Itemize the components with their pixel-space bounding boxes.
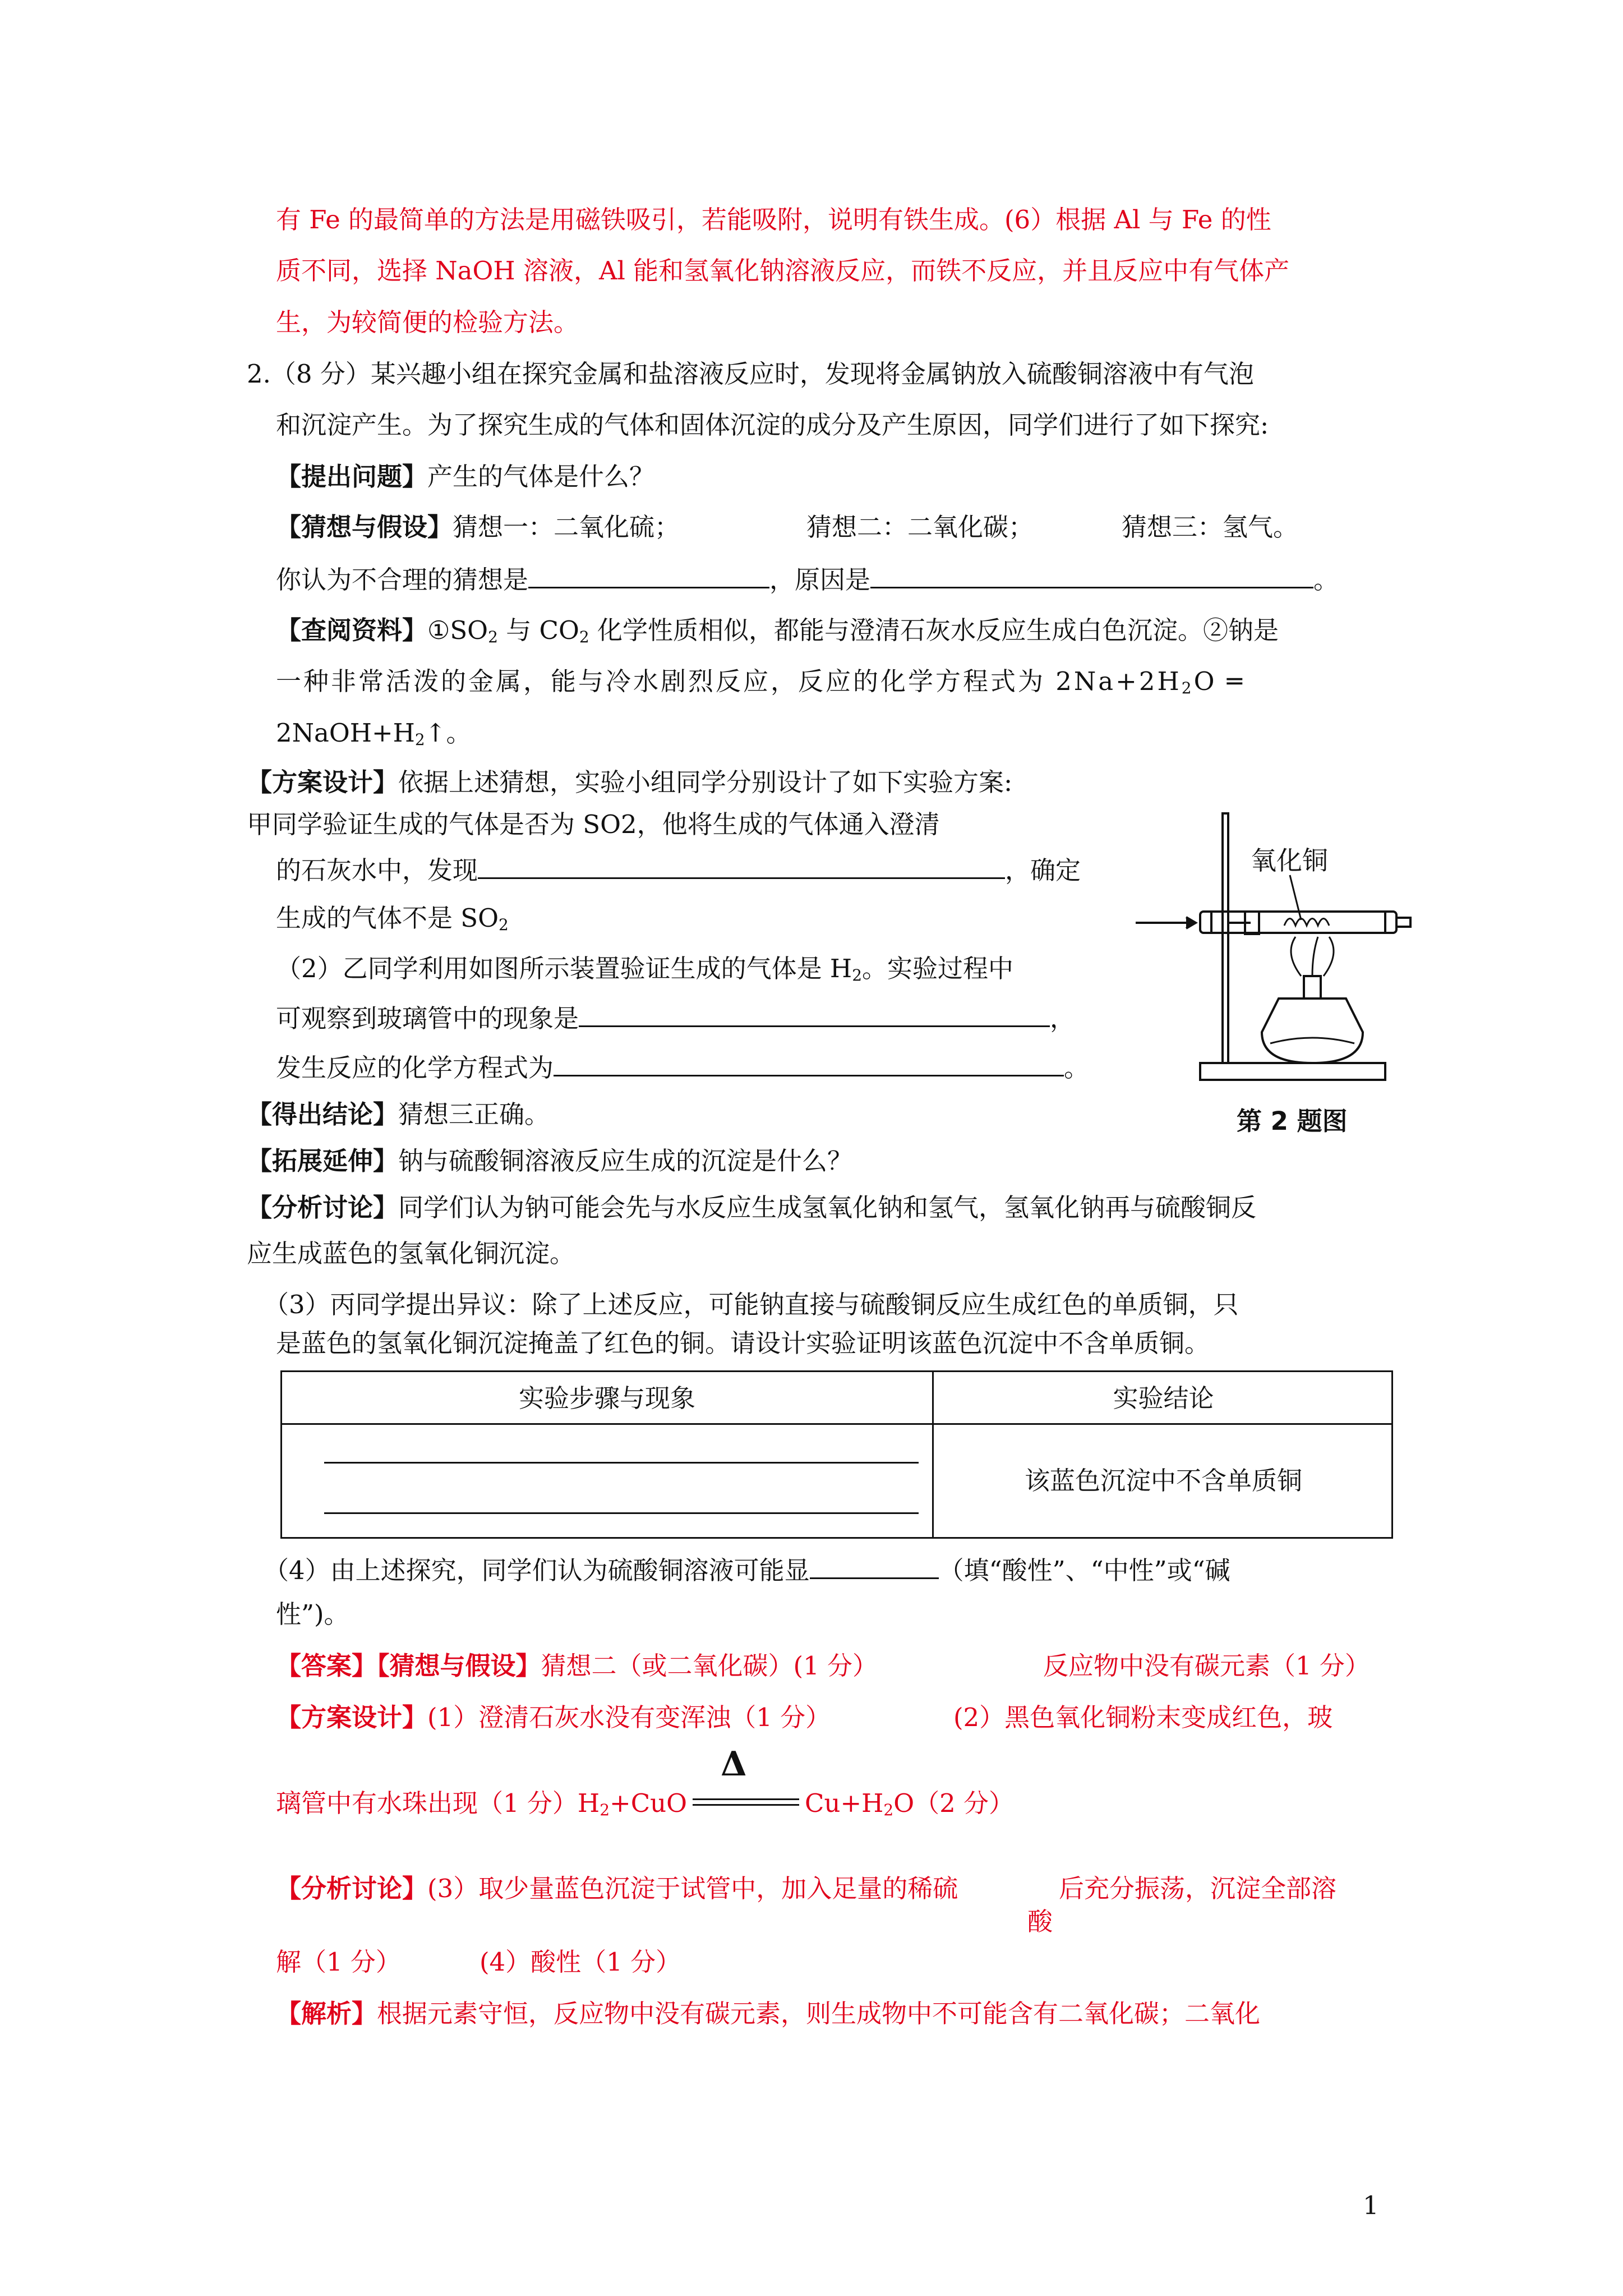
unreasonable-line: [276, 562, 1339, 597]
answer-text: 猜想二（或二氧化碳）(1 分）: [541, 1651, 878, 1681]
q4-text: （填“酸性”、“中性”或“碱: [938, 1556, 1230, 1585]
analysis-text: 根据元素守恒，反应物中没有碳元素，则生成物中不可能含有二氧化碳；二氧化: [377, 1999, 1261, 2028]
figure-caption: 第 2 题图: [1237, 1106, 1348, 1136]
plan-line: [247, 766, 1012, 799]
q4-line-1: [264, 1553, 1230, 1588]
answer-blank-phenomenon[interactable]: [579, 1001, 1050, 1027]
jia-text: 的石灰水中，发现: [276, 855, 478, 885]
conclusion-label: 【得出结论】: [247, 1099, 399, 1129]
answer-discussion-label: 【分析讨论】: [276, 1874, 428, 1903]
analysis-label: 【解析】: [276, 1999, 377, 2028]
conclusion-text: 猜想三正确。: [398, 1099, 550, 1129]
answer-blank-equation[interactable]: [554, 1050, 1064, 1076]
jia-line-3: [276, 901, 509, 935]
answer-line-2b: (2）黑色氧化铜粉末变成红色，玻: [953, 1703, 1333, 1732]
ref-text: 2NaOH+H: [276, 718, 415, 748]
subscript: 2: [414, 730, 425, 749]
discussion-line-1: [247, 1191, 1256, 1225]
subscript: 2: [1181, 679, 1194, 697]
jia-line-1: 甲同学验证生成的气体是否为 SO2，他将生成的气体通入澄清: [247, 809, 940, 839]
answer-text: 璃管中有水珠出现（1 分）H: [276, 1788, 600, 1818]
answer-label: 【答案】: [276, 1651, 377, 1681]
hypothesis-label: 【猜想与假设】: [276, 512, 453, 542]
discussion-line-2: 应生成蓝色的氢氧化铜沉淀。: [247, 1239, 575, 1268]
unreasonable-prompt: 你认为不合理的猜想是: [276, 565, 529, 595]
yi-text: 可观察到玻璃管中的现象是: [276, 1004, 579, 1033]
ask-text: 产生的气体是什么？: [427, 462, 655, 491]
plan-label: 【方案设计】: [247, 767, 399, 797]
subscript: 2: [499, 915, 509, 934]
intro-line-3: 生，为较简便的检验方法。: [276, 307, 579, 337]
answer-line-4: [276, 1872, 958, 1906]
period: 。: [1313, 565, 1339, 595]
ask-label: 【提出问题】: [276, 462, 428, 491]
yi-text: ，: [1050, 1004, 1076, 1033]
answer-text: Cu+H: [805, 1788, 884, 1818]
table-conclusion-cell: 该蓝色沉淀中不含单质铜: [1024, 1466, 1302, 1496]
table-header-conclusion: 实验结论: [934, 1372, 1393, 1425]
hypothesis-2: 猜想二：二氧化碳；: [806, 512, 1034, 542]
experiment-table: [280, 1370, 1393, 1539]
page-number: 1: [1363, 2191, 1379, 2220]
ref-text: O ═: [1193, 666, 1244, 696]
ref-text: 一种非常活泼的金属，能与冷水剧烈反应，反应的化学方程式为 2Na+2H: [276, 666, 1182, 696]
extension-text: 钠与硫酸铜溶液反应生成的沉淀是什么？: [398, 1146, 853, 1176]
jia-text: 生成的气体不是 SO: [276, 903, 499, 933]
answer-blank-acidity[interactable]: [810, 1553, 939, 1579]
q4-line-2: 性”)。: [276, 1599, 349, 1629]
subscript: 2: [579, 628, 589, 646]
jia-line-2: [276, 853, 1081, 887]
plan-text: 依据上述猜想，实验小组同学分别设计了如下实验方案:: [398, 767, 1013, 797]
answer-text: (1）澄清石灰水没有变浑浊（1 分）: [427, 1703, 831, 1732]
bing-line-2: 是蓝色的氢氧化铜沉淀掩盖了红色的铜。请设计实验证明该蓝色沉淀中不含单质铜。: [276, 1328, 1210, 1358]
yi-text: （2）乙同学利用如图所示装置验证生成的气体是 H: [276, 954, 852, 983]
answer-blank-step-1[interactable]: [324, 1462, 919, 1464]
extension-line: [247, 1144, 852, 1178]
answer-line-1b: 反应物中没有碳元素（1 分）: [1043, 1651, 1370, 1681]
answer-text: +CuO: [610, 1788, 688, 1818]
bing-line-1: （3）丙同学提出异议：除了上述反应，可能钠直接与硫酸铜反应生成红色的单质铜，只: [264, 1290, 1239, 1319]
apparatus-figure: [1133, 808, 1424, 1094]
answer-hypothesis-label: 【猜想与假设】: [377, 1651, 541, 1681]
reference-label: 【查阅资料】: [276, 615, 428, 645]
yi-text: 。实验过程中: [862, 954, 1014, 983]
answer-line-1: [276, 1649, 878, 1683]
yi-text: 发生反应的化学方程式为: [276, 1053, 554, 1083]
table-header-steps: 实验步骤与现象: [282, 1372, 932, 1425]
subscript: 2: [883, 1801, 894, 1819]
ref-text: ↑。: [425, 718, 472, 748]
yi-line-3: [276, 1050, 1089, 1085]
delta-symbol: Δ: [721, 1745, 747, 1784]
copper-oxide-label: 氧化铜: [1251, 845, 1328, 876]
ref-text: ①SO: [427, 615, 488, 645]
extension-label: 【拓展延伸】: [247, 1146, 399, 1176]
intro-line-1: 有 Fe 的最简单的方法是用磁铁吸引，若能吸附，说明有铁生成。(6）根据 Al 与 Fe 的性: [276, 205, 1271, 234]
answer-blank-limewater[interactable]: [478, 853, 1005, 879]
subscript: 2: [600, 1801, 610, 1819]
q4-text: （4）由上述探究，同学们认为硫酸铜溶液可能显: [264, 1556, 810, 1585]
hypothesis-1: 猜想一：二氧化硫；: [453, 512, 680, 542]
discussion-text: 同学们认为钠可能会先与水反应生成氢氧化钠和氢气，氢氧化钠再与硫酸铜反: [398, 1193, 1257, 1222]
ref-text: 与 CO: [497, 615, 579, 645]
ref-text: 化学性质相似，都能与澄清石灰水反应生成白色沉淀。②钠是: [589, 615, 1279, 645]
answer-line-5: 解（1 分）: [276, 1947, 401, 1977]
answer-text: (3）取少量蓝色沉淀于试管中，加入足量的稀硫: [427, 1874, 958, 1903]
yi-text: 。: [1064, 1053, 1090, 1083]
heat-equals-sign: [687, 1789, 805, 1812]
yi-line-2: [276, 1001, 1075, 1036]
reference-line-3: [276, 716, 471, 750]
answer-plan-label: 【方案设计】: [276, 1703, 428, 1732]
answer-line-3: [276, 1787, 1014, 1820]
answer-text: O（2 分）: [893, 1788, 1015, 1818]
answer-blank-reason[interactable]: [870, 562, 1313, 588]
discussion-label: 【分析讨论】: [247, 1193, 399, 1222]
intro-line-2: 质不同，选择 NaOH 溶液，Al 能和氢氧化钠溶液反应，而铁不反应，并且反应中有气体产: [276, 256, 1290, 286]
question-line-1: 2.（8 分）某兴趣小组在探究金属和盐溶液反应时，发现将金属钠放入硫酸铜溶液中有气泡: [247, 359, 1254, 389]
hypothesis-line: [276, 510, 680, 544]
reference-line-1: [276, 614, 1279, 647]
answer-blank-step-2[interactable]: [324, 1512, 919, 1514]
yi-line-1: [276, 952, 1013, 986]
answer-line-6: [276, 1997, 1260, 2031]
question-line-2: 和沉淀产生。为了探究生成的气体和固体沉淀的成分及产生原因，同学们进行了如下探究:: [276, 410, 1269, 440]
reason-prompt: ，原因是: [769, 565, 871, 595]
jia-text: ，确定: [1005, 855, 1081, 885]
subscript: 2: [488, 628, 498, 646]
hypothesis-3: 猜想三：氢气。: [1122, 512, 1299, 542]
answer-line-2: [276, 1701, 831, 1734]
reference-line-2: [276, 665, 1244, 698]
conclusion-line: [247, 1098, 550, 1131]
subscript: 2: [852, 966, 863, 984]
ask-line: [276, 460, 654, 494]
answer-line-4b: 后充分振荡，沉淀全部溶: [1059, 1874, 1337, 1903]
answer-blank-hypothesis[interactable]: [528, 562, 769, 588]
answer-line-5b: (4）酸性（1 分）: [479, 1947, 681, 1977]
answer-line-4-wrap: 酸: [1027, 1907, 1053, 1936]
